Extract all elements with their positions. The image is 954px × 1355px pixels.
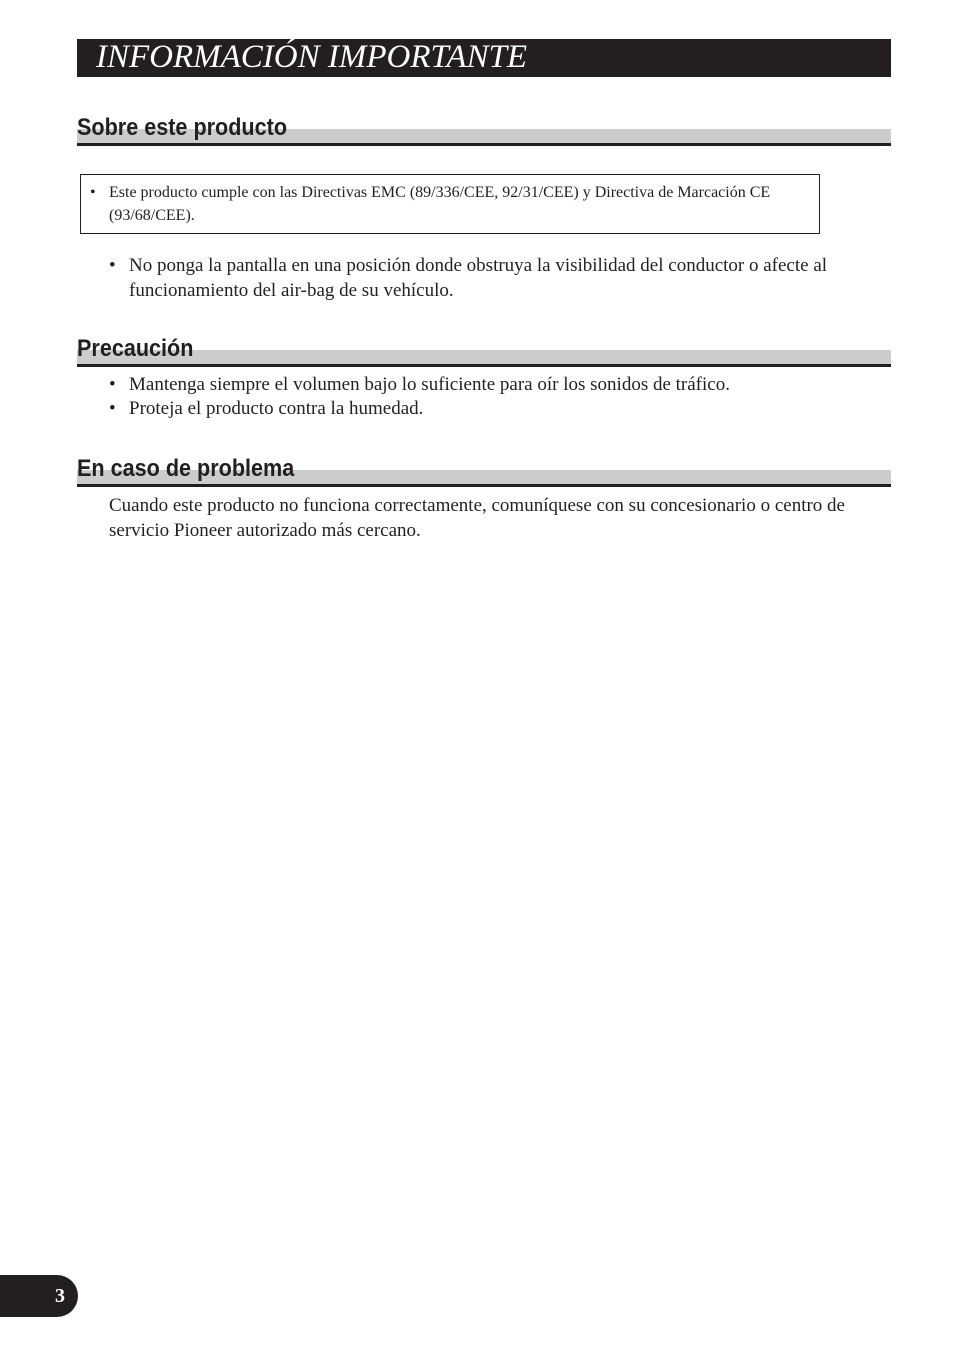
page-number: 3	[55, 1285, 65, 1307]
section-rule	[77, 364, 891, 367]
section-heading: Precaución	[77, 335, 194, 362]
section-heading: Sobre este producto	[77, 114, 288, 141]
section-heading: En caso de problema	[77, 455, 295, 482]
compliance-notice-text: Este producto cumple con las Directivas EMC (89/336/CEE, 92/31/CEE) y Directiva de Marcación CE (93/68/CEE).	[109, 184, 771, 224]
bullet-icon: •	[90, 184, 96, 201]
section-band	[77, 350, 891, 364]
section-header-precaucion	[77, 334, 891, 368]
list-item	[109, 254, 849, 303]
section-rule	[77, 143, 891, 146]
list-item	[109, 397, 849, 422]
list-item	[109, 373, 849, 398]
section-header-en-caso-de-problema	[77, 454, 891, 488]
section-header-sobre-este-producto	[77, 113, 891, 147]
bullet-icon: •	[109, 374, 116, 395]
list-item-text: No ponga la pantalla en una posición donde obstruya la visibilidad del conductor o afecte al funcionamiento del air-bag de su vehículo.	[129, 255, 828, 301]
page-number-tab	[0, 1275, 78, 1317]
section-rule	[77, 484, 891, 487]
page-title-bar	[77, 39, 891, 77]
compliance-notice-box	[80, 174, 820, 234]
list-item-text: Mantenga siempre el volumen bajo lo suficiente para oír los sonidos de tráfico.	[129, 374, 730, 395]
bullet-icon: •	[109, 398, 116, 419]
page-title: INFORMACIÓN IMPORTANTE	[96, 39, 528, 75]
bullet-icon: •	[109, 255, 116, 276]
list-item-text: Proteja el producto contra la humedad.	[129, 398, 424, 419]
support-paragraph: Cuando este producto no funciona correctamente, comuníquese con su concesionario o centro de servicio Pioneer autorizado más cercano.	[109, 495, 845, 541]
